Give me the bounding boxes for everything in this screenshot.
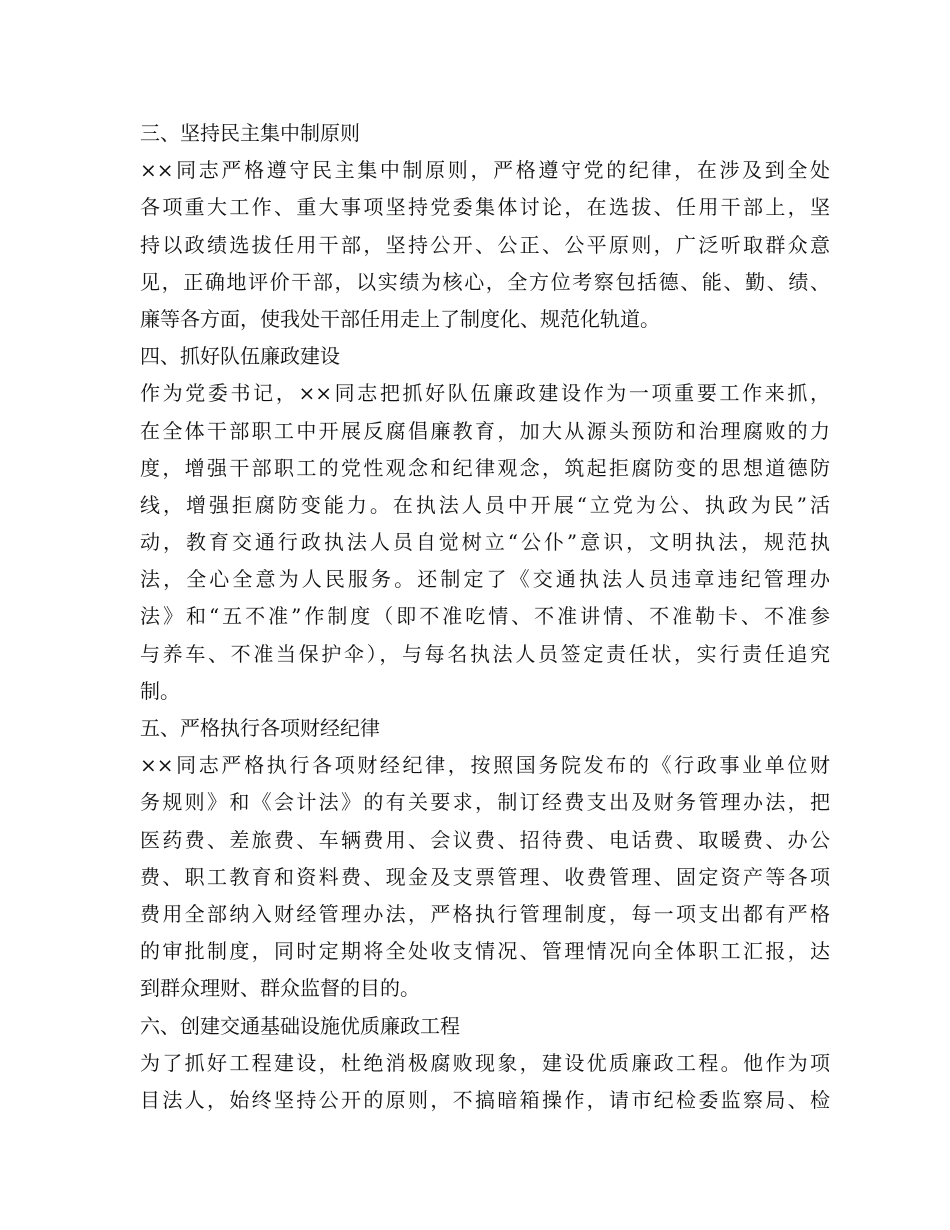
paragraph-line: 与养车、不准当保护伞），与每名执法人员签定责任状，实行责任追究 — [140, 641, 830, 666]
paragraph-line: 见，正确地评价干部，以实绩为核心，全方位考察包括德、能、勤、绩、 — [140, 269, 830, 294]
paragraph-line: ××同志严格执行各项财经纪律，按照国务院发布的《行政事业单位财 — [140, 753, 830, 778]
paragraph-line: 费用全部纳入财经管理办法，严格执行管理制度，每一项支出都有严格 — [140, 901, 830, 926]
paragraph-line: 廉等各方面，使我处干部任用走上了制度化、规范化轨道。 — [140, 306, 660, 331]
paragraph-line: 到群众理财、群众监督的目的。 — [140, 976, 420, 1001]
paragraph-line: 制。 — [140, 678, 180, 703]
section-heading: 五、严格执行各项财经纪律 — [140, 716, 380, 740]
paragraph-line: 线，增强拒腐防变能力。在执法人员中开展“立党为公、执政为民”活 — [140, 492, 830, 517]
paragraph-line: 持以政绩选拔任用干部，坚持公开、公正、公平原则，广泛听取群众意 — [140, 232, 830, 257]
paragraph-line: 动，教育交通行政执法人员自觉树立“公仆”意识，文明执法，规范执 — [140, 530, 830, 555]
paragraph-line: 为了抓好工程建设，杜绝消极腐败现象，建设优质廉政工程。他作为项 — [140, 1050, 830, 1075]
paragraph-line: 各项重大工作、重大事项坚持党委集体讨论，在选拔、任用干部上，坚 — [140, 195, 830, 220]
document-page — [140, 115, 830, 1119]
paragraph-line: 法》和“五不准”作制度（即不准吃情、不准讲情、不准勒卡、不准参 — [140, 604, 830, 629]
section-heading: 三、坚持民主集中制原则 — [140, 121, 360, 145]
paragraph-line: 费、职工教育和资料费、现金及支票管理、收费管理、固定资产等各项 — [140, 864, 830, 889]
paragraph-line: 医药费、差旅费、车辆费用、会议费、招待费、电话费、取暖费、办公 — [140, 827, 830, 852]
paragraph-line: 的审批制度，同时定期将全处收支情况、管理情况向全体职工汇报，达 — [140, 939, 830, 964]
section-heading: 四、抓好队伍廉政建设 — [140, 344, 340, 369]
paragraph-line: 法，全心全意为人民服务。还制定了《交通执法人员违章违纪管理办 — [140, 567, 830, 592]
paragraph-line: 在全体干部职工中开展反腐倡廉教育，加大从源头预防和治理腐败的力 — [140, 418, 830, 443]
paragraph-line: 作为党委书记，××同志把抓好队伍廉政建设作为一项重要工作来抓， — [140, 381, 830, 406]
section-heading: 六、创建交通基础设施优质廉政工程 — [140, 1013, 460, 1038]
paragraph-line: ××同志严格遵守民主集中制原则，严格遵守党的纪律，在涉及到全处 — [140, 158, 830, 183]
paragraph-line: 务规则》和《会计法》的有关要求，制订经费支出及财务管理办法，把 — [140, 790, 830, 815]
paragraph-line: 度，增强干部职工的党性观念和纪律观念，筑起拒腐防变的思想道德防 — [140, 455, 830, 480]
paragraph-line: 目法人，始终坚持公开的原则，不搞暗箱操作，请市纪检委监察局、检 — [140, 1087, 830, 1112]
